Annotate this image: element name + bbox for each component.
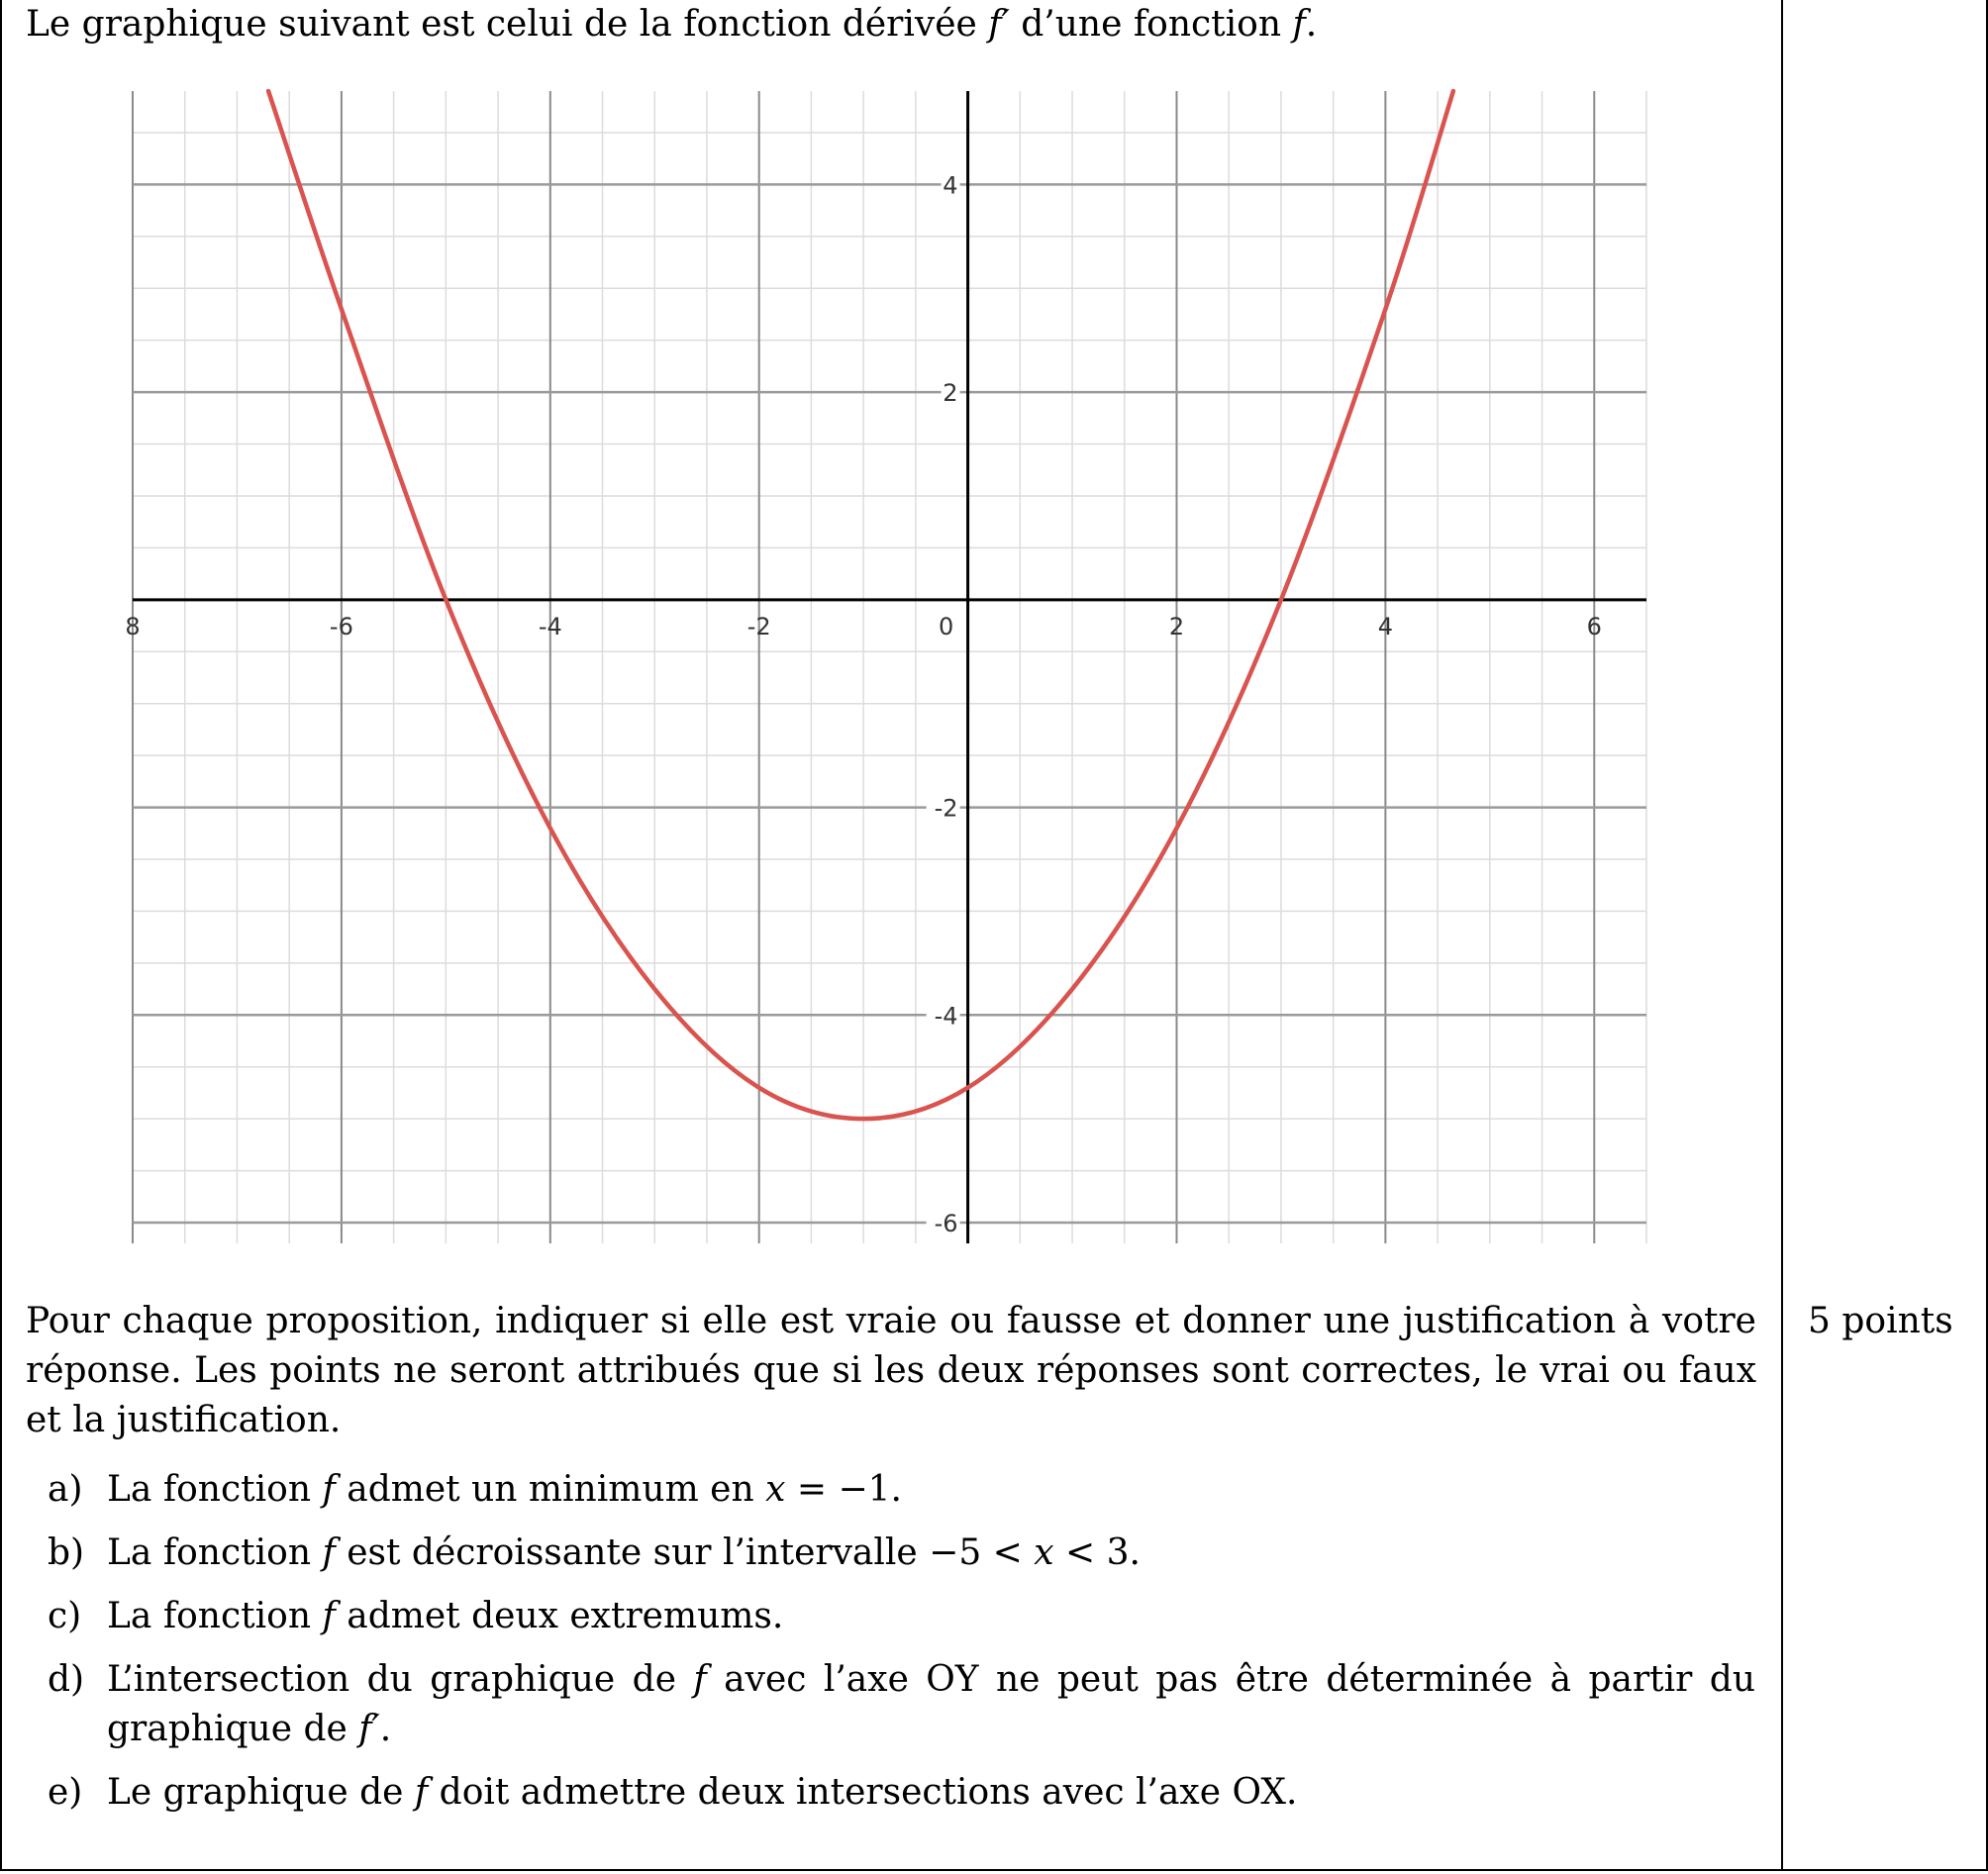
proposition-item bbox=[48, 1768, 1755, 1818]
y-tick-label: 2 bbox=[943, 379, 958, 408]
proposition-text: La fonction f est décroissante sur l’intervalle −5 < x < 3. bbox=[107, 1532, 1141, 1573]
x-tick-label: -4 bbox=[538, 612, 562, 641]
proposition-text: La fonction f admet deux extremums. bbox=[107, 1596, 784, 1636]
points-label: 5 points bbox=[1808, 1301, 1953, 1341]
derivative-graph bbox=[127, 85, 1656, 1253]
x-tick-label: 0 bbox=[938, 612, 954, 641]
proposition-item bbox=[48, 1655, 1755, 1754]
proposition-label: e) bbox=[48, 1772, 83, 1813]
x-tick-label: 8 bbox=[125, 612, 141, 641]
proposition-label: d) bbox=[48, 1659, 85, 1700]
y-tick-label: 4 bbox=[943, 171, 958, 200]
proposition-label: c) bbox=[48, 1596, 82, 1636]
proposition-item bbox=[48, 1592, 1755, 1641]
intro-text: Le graphique suivant est celui de la fonction dérivée f′ d’une fonction f. bbox=[26, 4, 1318, 45]
proposition-text: L’intersection du graphique de f avec l’axe OY ne peut pas être déterminée à partir du graphique de f′. bbox=[107, 1659, 1756, 1749]
x-tick-label: -6 bbox=[329, 612, 353, 641]
y-tick-label: -2 bbox=[934, 794, 958, 823]
x-tick-label: -2 bbox=[746, 612, 771, 641]
proposition-text: Le graphique de f doit admettre deux intersections avec l’axe OX. bbox=[107, 1772, 1298, 1813]
instructions-text: Pour chaque proposition, indiquer si elle est vraie ou fausse et donner une justification à votre réponse. Les points ne seront attribués que si les deux réponses sont correctes, le vrai ou faux et la justification. bbox=[26, 1301, 1756, 1440]
proposition-label: a) bbox=[48, 1469, 83, 1510]
x-tick-label: 2 bbox=[1168, 612, 1185, 641]
y-tick-label: -4 bbox=[934, 1002, 958, 1031]
proposition-label: b) bbox=[48, 1532, 85, 1573]
proposition-item bbox=[48, 1465, 1755, 1515]
propositions-list bbox=[48, 1465, 1755, 1831]
x-tick-label: 6 bbox=[1586, 612, 1602, 641]
y-tick-label: -6 bbox=[934, 1210, 958, 1238]
proposition-item bbox=[48, 1529, 1755, 1578]
proposition-text: La fonction f admet un minimum en x = −1. bbox=[107, 1469, 902, 1510]
x-tick-label: 4 bbox=[1377, 612, 1394, 641]
column-divider bbox=[1781, 0, 1783, 1871]
